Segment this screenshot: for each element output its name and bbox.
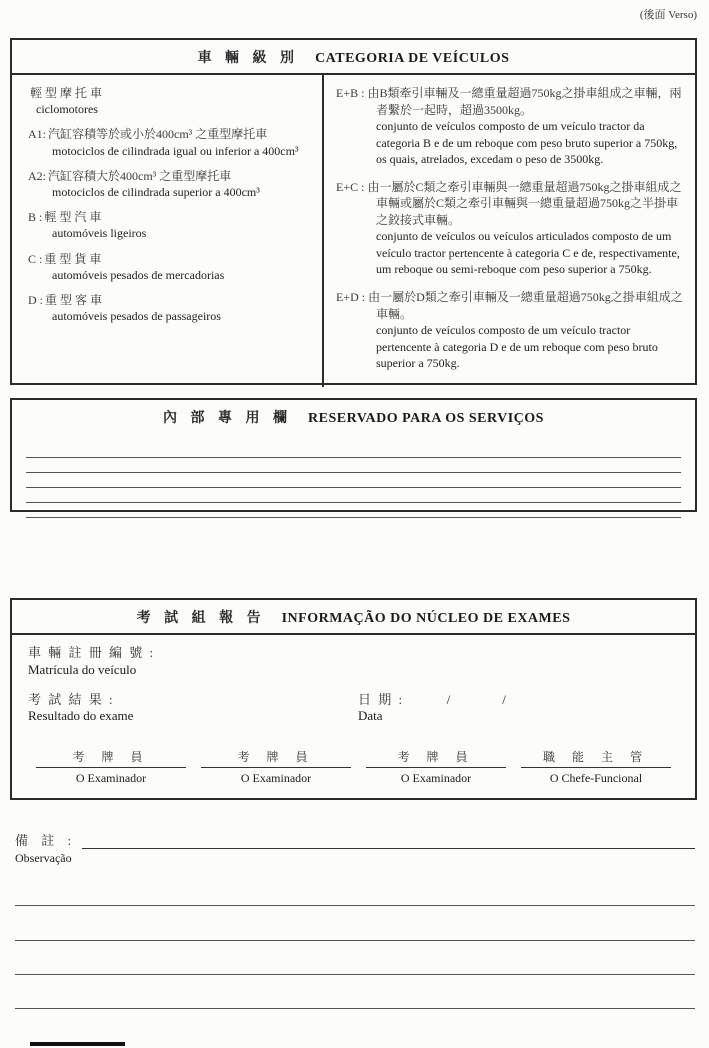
ruled-line (26, 443, 681, 458)
exam-box-header (12, 600, 695, 635)
categories-columns (12, 75, 695, 387)
notes-section (15, 830, 695, 866)
exam-title-pt: INFORMAÇÃO DO NÚCLEO DE EXAMES (281, 611, 571, 626)
category-item-ed: E+D : 由一屬於D類之牽引車輛及一總重量超過750kg之掛車組成之車輛。 conjunto de veículos composto de um veículo tractor pertencente à categoria D e de um reboque com peso bruto superior a 750kg. (336, 290, 683, 371)
category-item-ciclomotores: 輕 型 摩 托 車 ciclomotores (30, 86, 103, 117)
category-item-ec: E+C : 由一屬於C類之牽引車輛與一總重量超過750kg之掛車組成之車輛或屬於C類之牽引車輛與一總重量超過750kg之半掛車之鉸接式車輛。 conjunto de veículos ou veículos articulados composto de um veículo tractor pertencente à categoria C e de, respectivamente, um reboque ou semi-reboque com peso superior a 750kg. (336, 179, 682, 277)
notes-label-pt: Observação (15, 851, 72, 865)
signature-block-examiner-3: 考 牌 員 O Examinador (366, 748, 506, 786)
exam-box (10, 598, 697, 800)
categories-box (10, 38, 697, 385)
scan-artifact-bar (30, 1042, 125, 1046)
result-and-date-row (12, 689, 695, 724)
ruled-line (15, 974, 695, 975)
notes-label-row (15, 830, 695, 849)
categories-title-zh: 車 輛 級 別 (197, 51, 300, 66)
date-field: 日 期 : / / Data (358, 691, 507, 723)
signatures-row (12, 748, 695, 786)
ruled-line (15, 940, 695, 941)
categories-right-column (324, 75, 695, 387)
categories-title-pt: CATEGORIA DE VEÍCULOS (315, 51, 510, 66)
categories-box-header (12, 40, 695, 75)
ruled-line (26, 458, 681, 473)
exam-title-zh: 考 試 組 報 告 (136, 611, 266, 626)
ruled-line (15, 905, 695, 906)
category-item-c: C : 重 型 貨 車 automóveis pesados de mercadorias (28, 251, 225, 282)
notes-label-zh: 備 註 : (15, 833, 77, 848)
services-title-pt: RESERVADO PARA OS SERVIÇOS (308, 411, 544, 426)
notes-fill-line (82, 833, 695, 849)
ruled-line (26, 488, 681, 503)
signature-block-chief: 職 能 主 管 O Chefe-Funcional (521, 748, 671, 786)
services-box-header (12, 400, 695, 433)
ruled-line (26, 473, 681, 488)
services-ruled-lines (12, 433, 695, 518)
category-item-d: D : 重 型 客 車 automóveis pesados de passageiros (28, 292, 221, 324)
services-box (10, 398, 697, 512)
exam-result-field: 考 試 結 果 : Resultado do exame (28, 691, 134, 723)
signature-block-examiner-2: 考 牌 員 O Examinador (201, 748, 351, 786)
signature-block-examiner-1: 考 牌 員 O Examinador (36, 748, 186, 786)
ruled-line (15, 1008, 695, 1009)
services-title-zh: 內 部 專 用 欄 (163, 411, 293, 426)
category-item-eb: E+B : 由B類牽引車輛及一總重量超過750kg之掛車組成之車輛，兩者繫於一起時，超過3500kg。 conjunto de veículos composto de um veículo tractor da categoria B e de um reboque com peso bruto superior a 750kg, os quais, atrelados, excedam o peso de 3500kg. (336, 86, 682, 167)
ruled-line (26, 503, 681, 518)
categories-left-column (12, 75, 324, 387)
category-item-b: B : 輕 型 汽 車 automóveis ligeiros (28, 210, 147, 241)
corner-note: (後面 Verso) (639, 9, 697, 21)
category-item-a1: A1: 汽缸容積等於或小於400cm³ 之重型摩托車 motociclos de cilindrada igual ou inferior a 400cm³ (28, 127, 299, 158)
vehicle-registration-field: 車 輛 註 冊 編 號 : Matrícula do veículo (28, 645, 156, 677)
category-item-a2: A2: 汽缸容積大於400cm³ 之重型摩托車 motociclos de cilindrada superior a 400cm³ (28, 168, 260, 199)
